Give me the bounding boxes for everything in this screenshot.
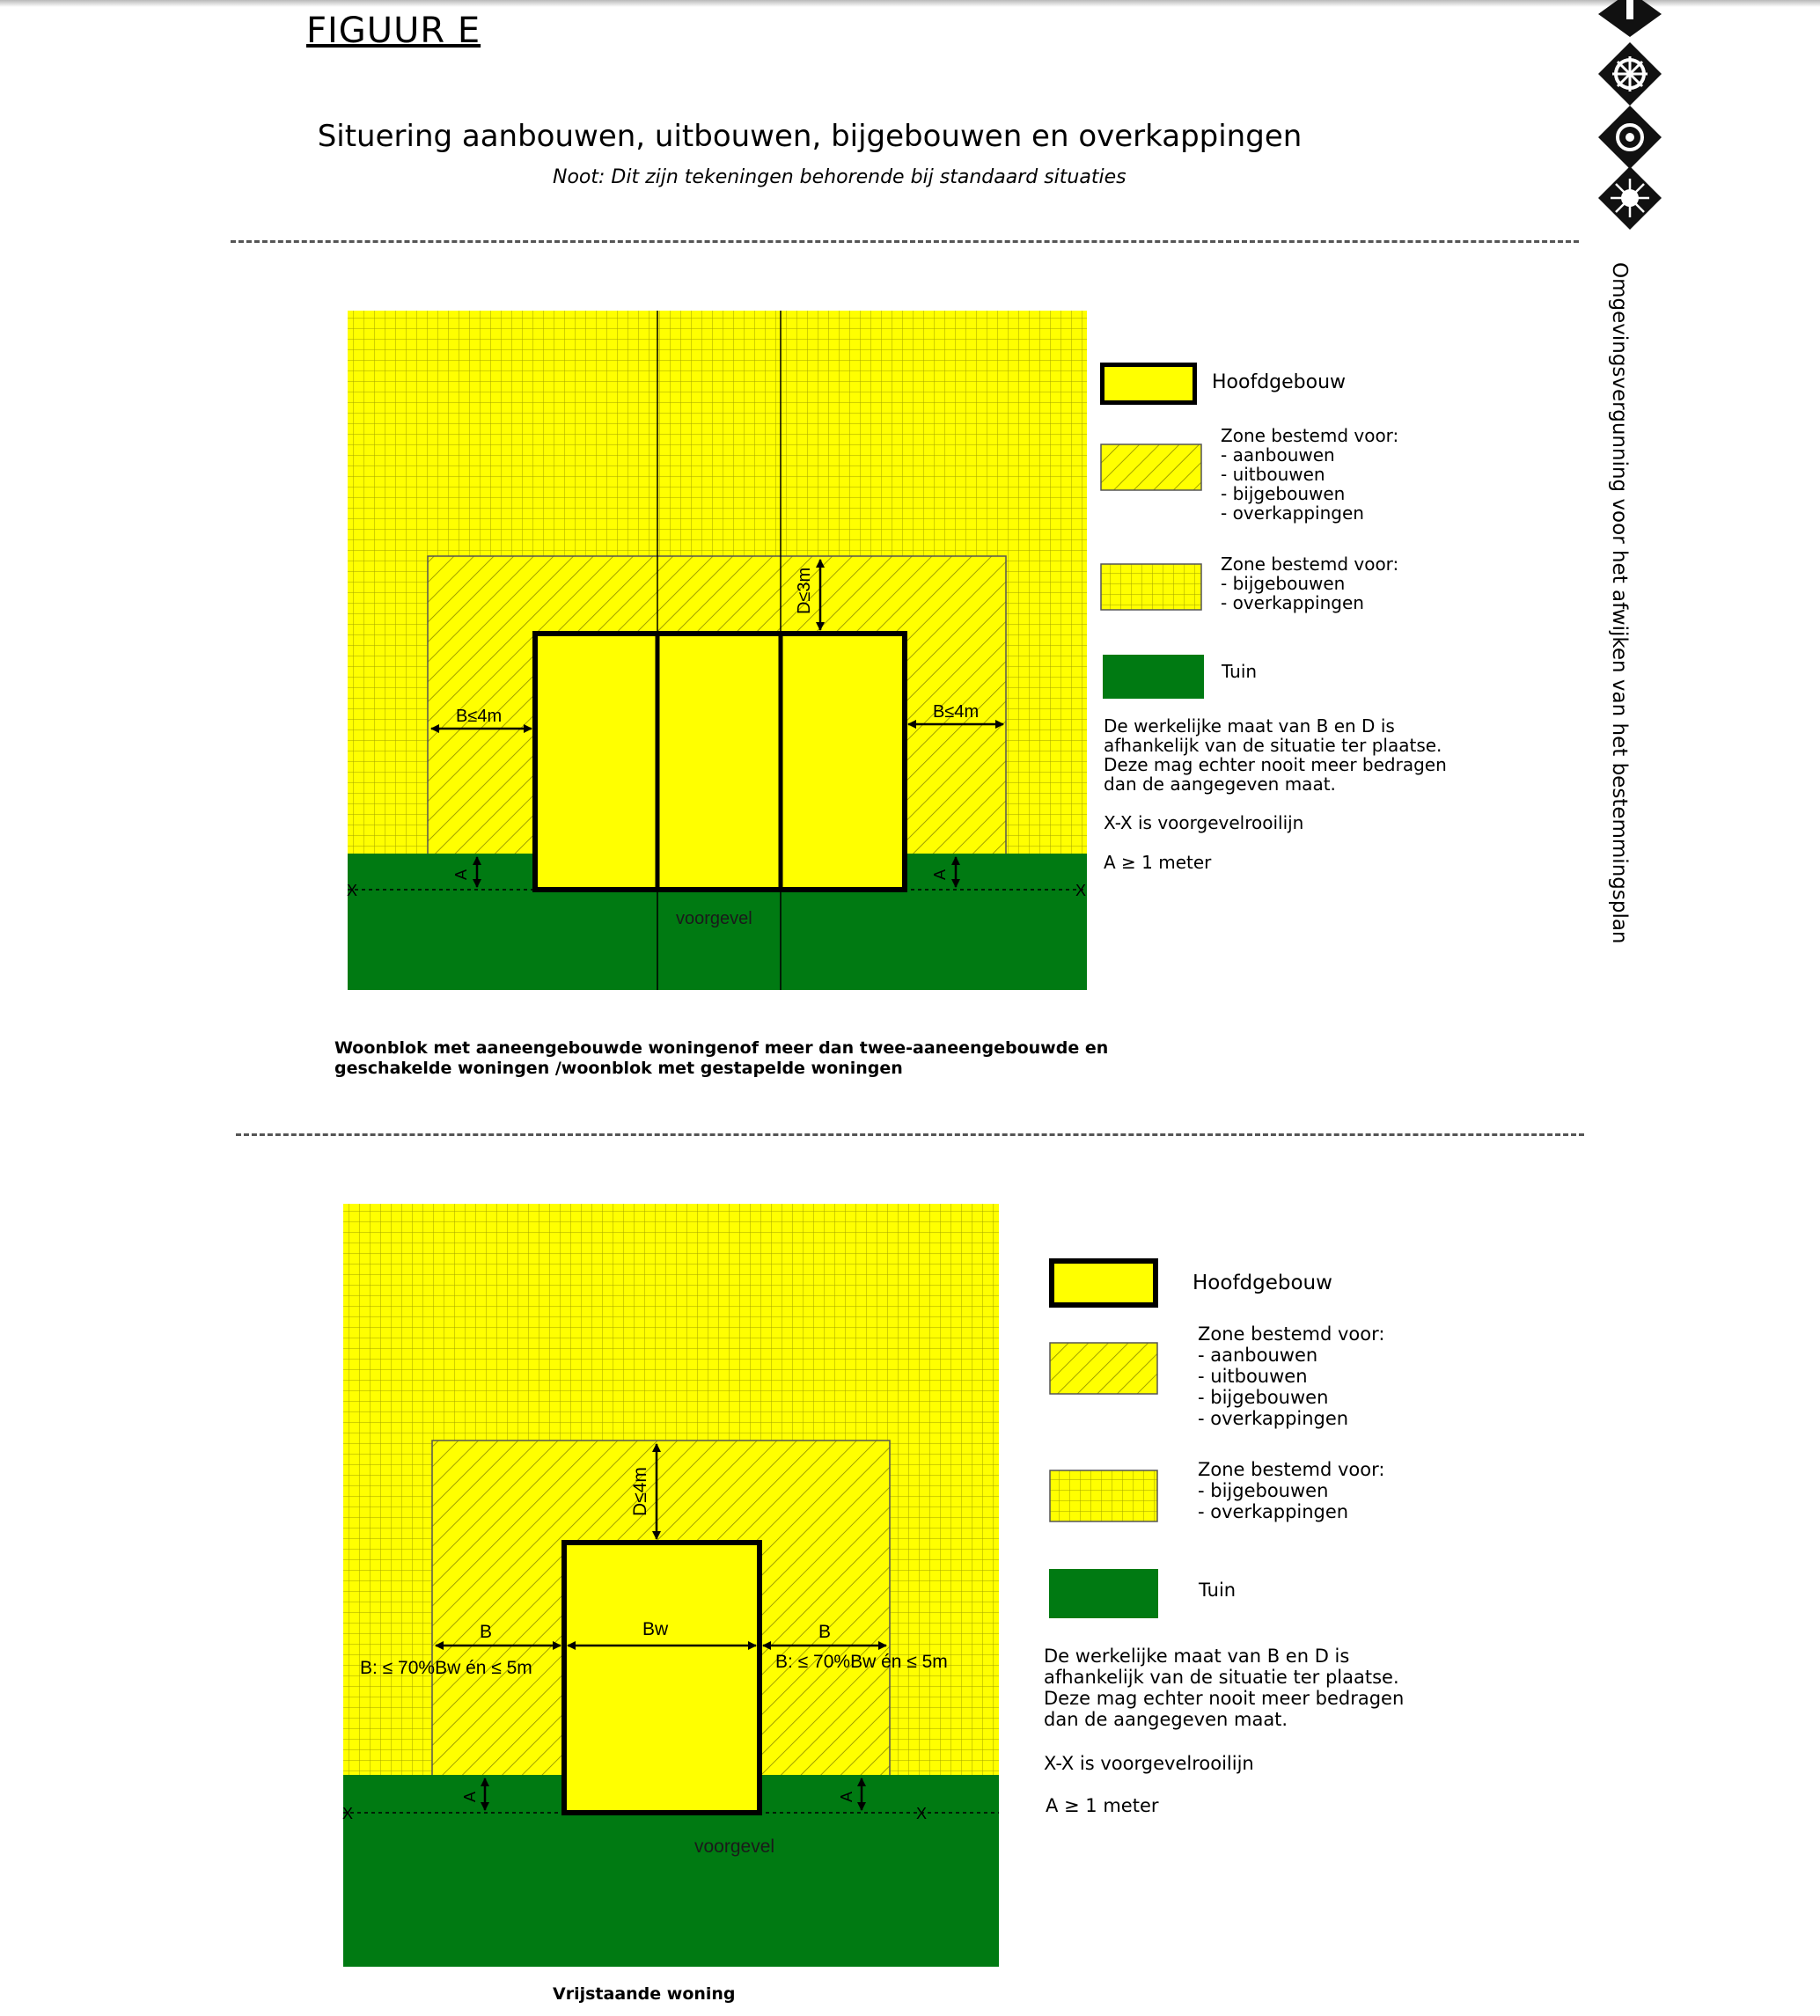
emblem-sun-icon (1598, 166, 1662, 230)
legend-swatch-hatched (1049, 1342, 1158, 1395)
voorgevel-label: voorgevel (676, 909, 752, 928)
page-subtitle: Noot: Dit zijn tekeningen behorende bij standaard situaties (553, 166, 1126, 188)
emblem-gear-icon (1598, 106, 1662, 169)
dim-b-left-label: B (480, 1622, 493, 1642)
legend-swatch-main (1100, 363, 1197, 405)
decorative-emblem-icons (1595, 0, 1665, 233)
legend-label-tuin: Tuin (1222, 661, 1258, 682)
top-shadow-bar (0, 0, 1820, 7)
figure-label: FIGUUR E (306, 11, 481, 51)
dim-d-label: D≤4m (630, 1467, 650, 1516)
rule-left-label: B: ≤ 70%Bw én ≤ 5m (360, 1658, 532, 1678)
voorgevel-label: voorgevel (694, 1836, 775, 1857)
divider-middle (236, 1133, 1584, 1136)
dim-b-right-label: B (818, 1622, 832, 1642)
legend-swatch-tuin (1049, 1569, 1158, 1618)
dim-a-right-label: A (838, 1791, 855, 1802)
emblem-diamond-icon (1598, 0, 1662, 37)
main-building-hoofdgebouw (564, 1543, 760, 1813)
divider-top (231, 240, 1579, 243)
x-marker-left: X (342, 1805, 354, 1822)
legend-label-zone2: Zone bestemd voor: - bijgebouwen - overkappingen (1221, 553, 1399, 613)
legend-diagram-2 (1044, 1258, 1436, 1830)
legend-note: De werkelijke maat van B en D is afhankelijk van de situatie ter plaatse. Deze mag echter nooit meer bedragen dan de aangegeven maat. (1044, 1646, 1405, 1730)
legend-label-tuin: Tuin (1199, 1580, 1237, 1601)
dim-b-left-label: B≤4m (456, 707, 503, 726)
legend-swatch-grid (1049, 1470, 1158, 1522)
legend-label-zone1: Zone bestemd voor: - aanbouwen - uitbouwen - bijgebouwen - overkappingen (1198, 1323, 1385, 1429)
dim-d-label: D≤3m (795, 567, 814, 614)
legend-a-note: A ≥ 1 meter (1104, 852, 1212, 873)
legend-xx-note: X-X is voorgevelrooilijn (1104, 812, 1304, 833)
x-marker-left: X (347, 882, 358, 899)
dim-a-left-label: A (452, 869, 470, 880)
x-marker-right: X (916, 1805, 928, 1822)
emblem-snowflake-icon (1598, 42, 1662, 106)
caption-diagram-1: Woonblok met aaneengebouwde woningenof meer dan twee-aaneengebouwde en geschakelde woningen /woonblok met gestapelde woningen (334, 1038, 1109, 1078)
caption-diagram-2: Vrijstaande woning (553, 1984, 736, 2004)
legend-swatch-main (1049, 1258, 1158, 1308)
page-title: Situering aanbouwen, uitbouwen, bijgebouwen en overkappingen (317, 119, 1303, 154)
dim-a-left-label: A (461, 1791, 479, 1802)
legend-xx-note: X-X is voorgevelrooilijn (1044, 1753, 1254, 1774)
dim-bw-label: Bw (642, 1619, 669, 1639)
legend-note: De werkelijke maat van B en D is afhankelijk van de situatie ter plaatse. Deze mag echter nooit meer bedragen dan de aangegeven maat. (1104, 715, 1447, 795)
legend-swatch-tuin (1103, 655, 1204, 699)
dim-a-right-label: A (931, 869, 949, 880)
legend-label-main: Hoofdgebouw (1193, 1272, 1332, 1294)
rule-right-label: B: ≤ 70%Bw én ≤ 5m (775, 1652, 948, 1672)
legend-label-main: Hoofdgebouw (1212, 371, 1347, 393)
side-document-title: Omgevingsvergunning voor het afwijken van het bestemmingsplan (1608, 262, 1631, 944)
legend-swatch-hatched (1100, 444, 1202, 491)
legend-a-note: A ≥ 1 meter (1046, 1795, 1159, 1816)
diagram-woonblok (343, 308, 1091, 990)
legend-swatch-grid (1100, 563, 1202, 611)
main-building-hoofdgebouw (535, 634, 905, 890)
legend-diagram-1 (1100, 363, 1470, 891)
x-marker-right: X (1075, 882, 1087, 899)
legend-label-zone1: Zone bestemd voor: - aanbouwen - uitbouwen - bijgebouwen - overkappingen (1221, 425, 1399, 524)
diagram-vrijstaande-woning (339, 1201, 1008, 1967)
dim-b-right-label: B≤4m (933, 702, 980, 722)
legend-label-zone2: Zone bestemd voor: - bijgebouwen - overkappingen (1198, 1459, 1385, 1522)
